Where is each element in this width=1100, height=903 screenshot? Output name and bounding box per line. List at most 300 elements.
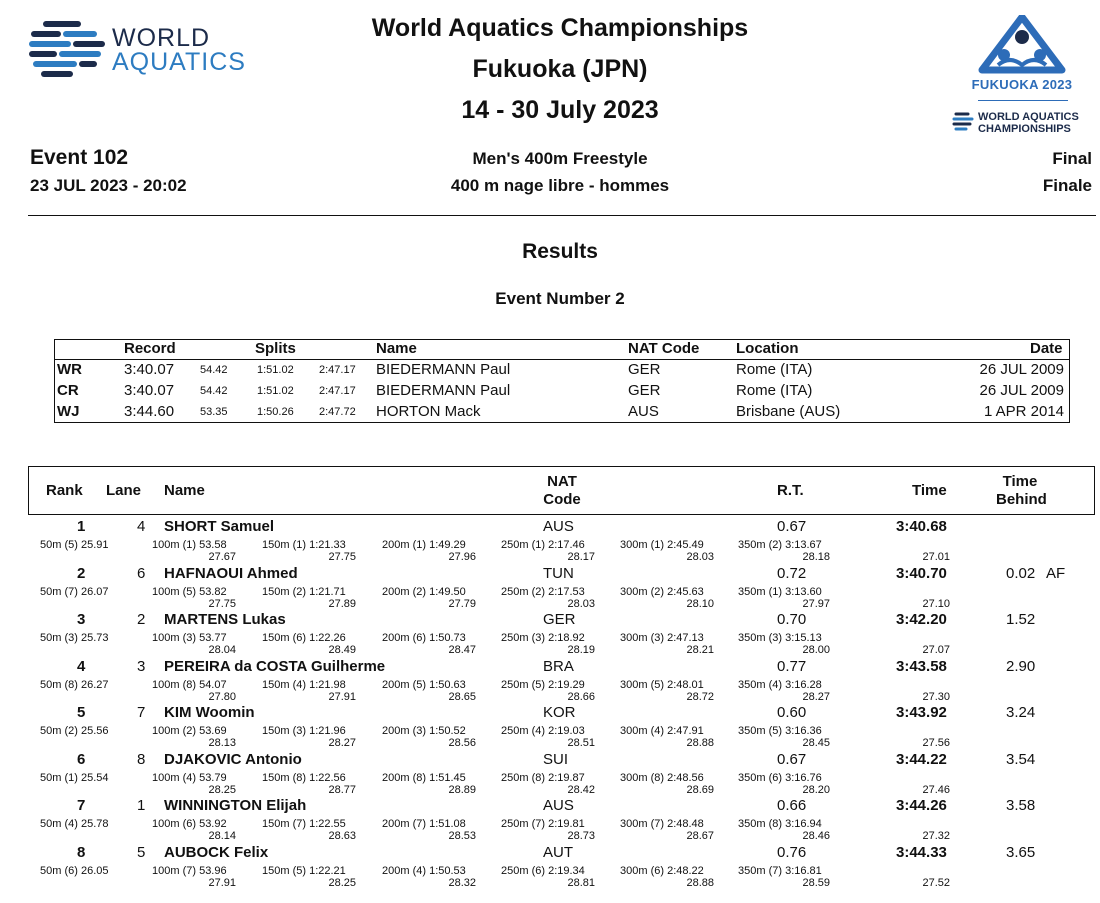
- split-150m-lap: 28.63: [328, 830, 356, 842]
- records-header-splits: Splits: [255, 340, 296, 357]
- split-300m-lap: 28.67: [686, 830, 714, 842]
- result-rank: 7: [77, 797, 86, 814]
- split-250m-cumulative: 250m (6) 2:19.34: [501, 864, 585, 877]
- split-100m: [152, 865, 236, 889]
- split-300m-lap: 28.03: [686, 551, 714, 563]
- split-350m-lap: 28.59: [802, 876, 830, 889]
- event-name-fr: 400 m nage libre - hommes: [450, 176, 670, 195]
- split-200m-lap: 28.89: [448, 783, 476, 796]
- split-50m-cumulative: 50m (7) 26.07: [40, 585, 109, 598]
- split-250m: [501, 725, 595, 749]
- result-time-behind: 3.65: [1006, 843, 1036, 861]
- split-100m: [152, 586, 236, 610]
- record-split-3: 2:47.17: [319, 385, 356, 397]
- split-250m-lap: 28.66: [567, 690, 595, 703]
- world-aquatics-logo: [28, 18, 278, 80]
- split-300m-lap: 28.88: [686, 737, 714, 749]
- split-200m-lap: 28.65: [448, 690, 476, 703]
- result-time-behind: 0.02: [1006, 564, 1036, 582]
- split-400m-cumulative: [890, 865, 950, 877]
- result-name: SHORT Samuel: [164, 518, 275, 535]
- split-400m-lap: 27.46: [922, 783, 950, 796]
- split-300m-cumulative: 300m (5) 2:48.01: [620, 678, 704, 691]
- split-300m: [620, 586, 714, 610]
- split-200m-cumulative: 200m (4) 1:50.53: [382, 864, 466, 877]
- split-200m: [382, 818, 476, 842]
- split-400m-lap: 27.01: [922, 551, 950, 563]
- result-reaction-time: 0.72: [777, 564, 807, 582]
- split-100m: [152, 679, 236, 703]
- split-400m: [890, 632, 950, 656]
- record-location: Rome (ITA): [736, 382, 813, 399]
- results-header-rt: R.T.: [777, 482, 804, 499]
- championships-mark-icon: [952, 111, 974, 133]
- result-name: MARTENS Lukas: [164, 611, 286, 628]
- split-50m-cumulative: 50m (8) 26.27: [40, 678, 109, 691]
- record-holder: BIEDERMANN Paul: [376, 361, 511, 378]
- split-200m-lap: 28.56: [448, 737, 476, 749]
- championship-title: World Aquatics Championships: [371, 14, 749, 42]
- split-150m-lap: 28.49: [328, 644, 356, 656]
- records-header-name: Name: [376, 340, 417, 357]
- result-nat: BRA: [543, 657, 574, 675]
- split-400m-lap: 27.10: [922, 597, 950, 610]
- record-split-1: 54.42: [200, 364, 228, 376]
- result-nat: TUN: [543, 564, 574, 582]
- split-100m-lap: 28.04: [208, 644, 236, 656]
- result-name: AUBOCK Felix: [164, 843, 269, 861]
- fukuoka-logo-divider: [978, 100, 1068, 101]
- split-150m-lap: 28.25: [328, 876, 356, 889]
- record-time: 3:40.07: [124, 382, 175, 399]
- result-reaction-time: 0.70: [777, 611, 807, 628]
- record-split-1: 53.35: [200, 406, 228, 418]
- split-50m-cumulative: 50m (2) 25.56: [40, 725, 109, 737]
- split-150m: [262, 679, 356, 703]
- split-50m: [40, 818, 128, 830]
- split-400m-cumulative: [890, 679, 950, 691]
- result-reaction-time: 0.67: [777, 518, 807, 535]
- split-300m-cumulative: 300m (7) 2:48.48: [620, 818, 704, 830]
- split-250m: [501, 586, 595, 610]
- split-100m: [152, 772, 236, 796]
- split-300m: [620, 725, 714, 749]
- split-400m: [890, 725, 950, 749]
- record-location: Rome (ITA): [736, 361, 813, 378]
- record-time: 3:44.60: [124, 403, 175, 420]
- split-200m: [382, 586, 476, 610]
- result-lane: 5: [137, 843, 146, 861]
- split-250m: [501, 679, 595, 703]
- fukuoka-logo-label: FUKUOKA 2023: [971, 77, 1073, 92]
- split-300m-cumulative: 300m (8) 2:48.56: [620, 771, 704, 784]
- world-aquatics-logo-mark-icon: [28, 18, 108, 80]
- result-reaction-time: 0.60: [777, 704, 807, 721]
- split-100m-cumulative: 100m (6) 53.92: [152, 818, 227, 830]
- record-location: Brisbane (AUS): [736, 403, 841, 420]
- split-150m-lap: 27.91: [328, 690, 356, 703]
- split-150m-cumulative: 150m (7) 1:22.55: [262, 818, 346, 830]
- split-300m: [620, 865, 714, 889]
- split-100m-cumulative: 100m (8) 54.07: [152, 678, 227, 691]
- split-250m-cumulative: 250m (3) 2:18.92: [501, 632, 585, 644]
- split-150m-lap: 28.77: [328, 783, 356, 796]
- split-250m: [501, 632, 595, 656]
- split-350m-cumulative: 350m (7) 3:16.81: [738, 864, 822, 877]
- split-350m: [738, 865, 830, 889]
- fukuoka-logo-mark-icon: [968, 15, 1076, 75]
- split-400m: [890, 865, 950, 889]
- split-300m-cumulative: 300m (3) 2:47.13: [620, 632, 704, 644]
- split-200m-cumulative: 200m (5) 1:50.63: [382, 678, 466, 691]
- split-350m: [738, 725, 830, 749]
- split-250m-lap: 28.42: [567, 783, 595, 796]
- split-150m-cumulative: 150m (2) 1:21.71: [262, 585, 346, 598]
- split-350m-lap: 28.45: [802, 737, 830, 749]
- record-nat: GER: [628, 361, 661, 378]
- split-350m-lap: 28.46: [802, 830, 830, 842]
- result-rank: 2: [77, 564, 86, 582]
- split-300m-cumulative: 300m (1) 2:45.49: [620, 539, 704, 551]
- split-200m-cumulative: 200m (7) 1:51.08: [382, 818, 466, 830]
- record-split-1: 54.42: [200, 385, 228, 397]
- split-350m-cumulative: 350m (1) 3:13.60: [738, 585, 822, 598]
- split-400m: [890, 539, 950, 563]
- phase-en: Final: [1052, 149, 1092, 168]
- split-200m: [382, 865, 476, 889]
- result-rank: 4: [77, 657, 86, 675]
- split-350m: [738, 818, 830, 842]
- split-300m-lap: 28.72: [686, 690, 714, 703]
- result-lane: 4: [137, 518, 146, 535]
- split-300m: [620, 539, 714, 563]
- result-name: WINNINGTON Elijah: [164, 797, 307, 814]
- record-split-3: 2:47.72: [319, 406, 356, 418]
- championship-dates: 14 - 30 July 2023: [461, 96, 659, 124]
- record-split-3: 2:47.17: [319, 364, 356, 376]
- result-lane: 3: [137, 657, 146, 675]
- split-400m-lap: 27.52: [922, 876, 950, 889]
- record-date: 1 APR 2014: [983, 403, 1064, 420]
- split-400m-cumulative: [890, 539, 950, 551]
- split-200m-cumulative: 200m (3) 1:50.52: [382, 725, 466, 737]
- split-150m: [262, 818, 356, 842]
- result-time: 3:43.58: [896, 657, 947, 675]
- split-50m: [40, 865, 128, 877]
- split-250m-cumulative: 250m (7) 2:19.81: [501, 818, 585, 830]
- record-split-2: 1:50.26: [257, 406, 294, 418]
- split-200m: [382, 772, 476, 796]
- split-200m-lap: 28.53: [448, 830, 476, 842]
- split-100m: [152, 818, 236, 842]
- result-lane: 8: [137, 750, 146, 768]
- split-400m-cumulative: [890, 586, 950, 598]
- fukuoka-logo-sub1: WORLD AQUATICS: [978, 111, 1079, 123]
- split-250m: [501, 865, 595, 889]
- split-250m-lap: 28.03: [567, 597, 595, 610]
- split-350m-cumulative: 350m (4) 3:16.28: [738, 678, 822, 691]
- split-50m: [40, 632, 128, 644]
- result-rank: 6: [77, 750, 86, 768]
- split-250m-cumulative: 250m (5) 2:19.29: [501, 678, 585, 691]
- record-nat: AUS: [628, 403, 659, 420]
- record-split-2: 1:51.02: [257, 385, 294, 397]
- results-header-name: Name: [164, 482, 205, 499]
- results-header-behind-line2: Behind: [996, 491, 1047, 508]
- split-100m: [152, 539, 236, 563]
- result-time: 3:42.20: [896, 611, 947, 628]
- split-400m-cumulative: [890, 772, 950, 784]
- split-150m-cumulative: 150m (6) 1:22.26: [262, 632, 346, 644]
- split-200m-cumulative: 200m (8) 1:51.45: [382, 771, 466, 784]
- split-350m: [738, 679, 830, 703]
- record-type: CR: [57, 382, 79, 399]
- split-350m: [738, 772, 830, 796]
- result-nat: SUI: [543, 750, 569, 768]
- split-100m: [152, 725, 236, 749]
- split-250m-cumulative: 250m (1) 2:17.46: [501, 539, 585, 551]
- split-50m: [40, 539, 128, 551]
- split-200m: [382, 679, 476, 703]
- result-nat: AUT: [543, 843, 573, 861]
- split-350m-lap: 28.00: [802, 644, 830, 656]
- split-50m: [40, 725, 128, 737]
- split-350m: [738, 632, 830, 656]
- split-300m-lap: 28.88: [686, 876, 714, 889]
- records-header-location: Location: [736, 340, 799, 357]
- split-350m: [738, 586, 830, 610]
- result-time: 3:44.26: [896, 797, 947, 814]
- logo-word-world: WORLD: [112, 24, 211, 52]
- split-200m-lap: 28.47: [448, 644, 476, 656]
- split-300m: [620, 772, 714, 796]
- split-350m-lap: 28.20: [802, 783, 830, 796]
- result-time-behind: 3.58: [1006, 797, 1036, 814]
- split-100m-cumulative: 100m (7) 53.96: [152, 864, 227, 877]
- results-header-lane: Lane: [106, 482, 142, 499]
- logo-word-aquatics: AQUATICS: [112, 48, 246, 76]
- results-header-rank: Rank: [46, 482, 83, 499]
- split-350m-lap: 27.97: [802, 597, 830, 610]
- result-time: 3:40.68: [896, 518, 947, 535]
- split-100m-lap: 28.25: [208, 783, 236, 796]
- split-350m-lap: 28.27: [802, 690, 830, 703]
- split-300m: [620, 679, 714, 703]
- results-header-time-behind: [996, 473, 1047, 509]
- split-100m-lap: 28.13: [208, 737, 236, 749]
- split-250m-lap: 28.73: [567, 830, 595, 842]
- record-type: WJ: [57, 403, 80, 420]
- record-date: 26 JUL 2009: [979, 361, 1064, 378]
- split-300m: [620, 818, 714, 842]
- record-split-2: 1:51.02: [257, 364, 294, 376]
- split-150m: [262, 865, 356, 889]
- result-time-behind: 3.24: [1006, 704, 1036, 721]
- records-header-divider: [54, 359, 1070, 360]
- result-nat: KOR: [543, 704, 576, 721]
- split-100m-lap: 27.75: [208, 597, 236, 610]
- split-300m-lap: 28.21: [686, 644, 714, 656]
- split-150m: [262, 725, 356, 749]
- split-150m-cumulative: 150m (3) 1:21.96: [262, 725, 346, 737]
- split-250m: [501, 818, 595, 842]
- split-50m: [40, 772, 128, 784]
- split-150m: [262, 539, 356, 563]
- record-date: 26 JUL 2009: [979, 382, 1064, 399]
- split-350m-cumulative: 350m (8) 3:16.94: [738, 818, 822, 830]
- result-reaction-time: 0.66: [777, 797, 807, 814]
- split-400m: [890, 586, 950, 610]
- split-400m-lap: 27.30: [922, 690, 950, 703]
- split-200m-cumulative: 200m (2) 1:49.50: [382, 585, 466, 598]
- result-lane: 6: [137, 564, 146, 582]
- split-150m-lap: 27.89: [328, 597, 356, 610]
- split-100m-lap: 27.91: [208, 876, 236, 889]
- split-400m-lap: 27.32: [922, 830, 950, 842]
- result-name: DJAKOVIC Antonio: [164, 750, 302, 768]
- fukuoka-logo-sub2: CHAMPIONSHIPS: [978, 123, 1071, 135]
- split-350m-cumulative: 350m (6) 3:16.76: [738, 771, 822, 784]
- split-150m-lap: 28.27: [328, 737, 356, 749]
- result-time: 3:40.70: [896, 564, 947, 582]
- split-400m: [890, 679, 950, 703]
- event-name-en: Men's 400m Freestyle: [472, 149, 648, 168]
- split-100m: [152, 632, 236, 656]
- split-50m-cumulative: 50m (4) 25.78: [40, 818, 109, 830]
- result-time: 3:44.33: [896, 843, 947, 861]
- result-nat: AUS: [543, 518, 574, 535]
- result-reaction-time: 0.67: [777, 750, 807, 768]
- record-holder: BIEDERMANN Paul: [376, 382, 511, 399]
- result-name: PEREIRA da COSTA Guilherme: [164, 657, 386, 675]
- split-200m: [382, 539, 476, 563]
- split-350m-lap: 28.18: [802, 551, 830, 563]
- split-400m-lap: 27.07: [922, 644, 950, 656]
- split-300m-cumulative: 300m (4) 2:47.91: [620, 725, 704, 737]
- result-rank: 1: [77, 518, 86, 535]
- result-nat: AUS: [543, 797, 574, 814]
- split-100m-cumulative: 100m (1) 53.58: [152, 539, 227, 551]
- split-50m-cumulative: 50m (3) 25.73: [40, 632, 109, 644]
- records-header-date: Date: [1030, 340, 1063, 357]
- split-150m: [262, 632, 356, 656]
- result-time-behind: 1.52: [1006, 611, 1036, 628]
- result-time: 3:43.92: [896, 704, 947, 721]
- split-150m: [262, 772, 356, 796]
- split-300m-cumulative: 300m (6) 2:48.22: [620, 864, 704, 877]
- split-350m-cumulative: 350m (3) 3:15.13: [738, 632, 822, 644]
- result-time-behind: 3.54: [1006, 750, 1036, 768]
- split-400m: [890, 772, 950, 796]
- split-100m-cumulative: 100m (5) 53.82: [152, 585, 227, 598]
- split-300m-lap: 28.10: [686, 597, 714, 610]
- split-150m-cumulative: 150m (8) 1:22.56: [262, 771, 346, 784]
- result-rank: 8: [77, 843, 86, 861]
- split-250m: [501, 539, 595, 563]
- result-nat: GER: [543, 611, 576, 628]
- results-header-nat-line1: NAT: [547, 473, 577, 490]
- split-150m-cumulative: 150m (4) 1:21.98: [262, 678, 346, 691]
- split-150m: [262, 586, 356, 610]
- result-name: KIM Woomin: [164, 704, 255, 721]
- split-100m-cumulative: 100m (2) 53.69: [152, 725, 227, 737]
- split-200m: [382, 632, 476, 656]
- results-header-time: Time: [912, 482, 947, 499]
- split-200m-cumulative: 200m (6) 1:50.73: [382, 632, 466, 644]
- split-50m-cumulative: 50m (6) 26.05: [40, 864, 109, 877]
- split-300m-cumulative: 300m (2) 2:45.63: [620, 585, 704, 598]
- result-time-behind: 2.90: [1006, 657, 1036, 675]
- split-100m-lap: 28.14: [208, 830, 236, 842]
- split-100m-cumulative: 100m (4) 53.79: [152, 771, 227, 784]
- records-header-record: Record: [124, 340, 176, 357]
- split-400m-cumulative: [890, 725, 950, 737]
- record-type: WR: [57, 361, 82, 378]
- split-250m-lap: 28.17: [567, 551, 595, 563]
- split-100m-cumulative: 100m (3) 53.77: [152, 632, 227, 644]
- event-number: Event 102: [30, 146, 129, 169]
- record-nat: GER: [628, 382, 661, 399]
- split-250m-cumulative: 250m (2) 2:17.53: [501, 585, 585, 598]
- split-100m-lap: 27.67: [208, 551, 236, 563]
- result-name: HAFNAOUI Ahmed: [164, 564, 298, 582]
- split-200m: [382, 725, 476, 749]
- result-reaction-time: 0.77: [777, 657, 807, 675]
- fukuoka-2023-logo: [948, 15, 1096, 140]
- split-150m-lap: 27.75: [328, 551, 356, 563]
- split-100m-lap: 27.80: [208, 690, 236, 703]
- split-250m-lap: 28.51: [567, 737, 595, 749]
- results-header-nat-line2: Code: [543, 491, 581, 508]
- split-400m-cumulative: [890, 632, 950, 644]
- championship-venue: Fukuoka (JPN): [472, 55, 648, 83]
- split-350m-cumulative: 350m (5) 3:16.36: [738, 725, 822, 737]
- split-400m-lap: 27.56: [922, 737, 950, 749]
- split-200m-lap: 27.96: [448, 551, 476, 563]
- result-lane: 2: [137, 611, 146, 628]
- records-header-nat: NAT Code: [628, 340, 700, 357]
- split-350m-cumulative: 350m (2) 3:13.67: [738, 539, 822, 551]
- record-time: 3:40.07: [124, 361, 175, 378]
- split-400m-cumulative: [890, 818, 950, 830]
- split-250m-cumulative: 250m (8) 2:19.87: [501, 771, 585, 784]
- split-150m-cumulative: 150m (1) 1:21.33: [262, 539, 346, 551]
- phase-fr: Finale: [1042, 176, 1092, 195]
- split-250m: [501, 772, 595, 796]
- split-300m: [620, 632, 714, 656]
- event-datetime: 23 JUL 2023 - 20:02: [30, 176, 187, 195]
- result-time: 3:44.22: [896, 750, 947, 768]
- split-300m-lap: 28.69: [686, 783, 714, 796]
- split-50m-cumulative: 50m (5) 25.91: [40, 539, 109, 551]
- split-250m-cumulative: 250m (4) 2:19.03: [501, 725, 585, 737]
- split-200m-lap: 28.32: [448, 876, 476, 889]
- event-number-label: Event Number 2: [495, 289, 625, 308]
- split-50m-cumulative: 50m (1) 25.54: [40, 771, 109, 784]
- split-50m: [40, 586, 128, 598]
- record-holder: HORTON Mack: [376, 403, 481, 420]
- split-150m-cumulative: 150m (5) 1:22.21: [262, 864, 346, 877]
- results-header-behind-line1: Time: [1002, 473, 1038, 490]
- split-250m-lap: 28.19: [567, 644, 595, 656]
- result-lane: 7: [137, 704, 146, 721]
- result-rank: 3: [77, 611, 86, 628]
- result-lane: 1: [137, 797, 146, 814]
- result-flag: AF: [1046, 564, 1066, 582]
- split-200m-lap: 27.79: [448, 597, 476, 610]
- result-rank: 5: [77, 704, 86, 721]
- results-header-nat: [540, 473, 584, 509]
